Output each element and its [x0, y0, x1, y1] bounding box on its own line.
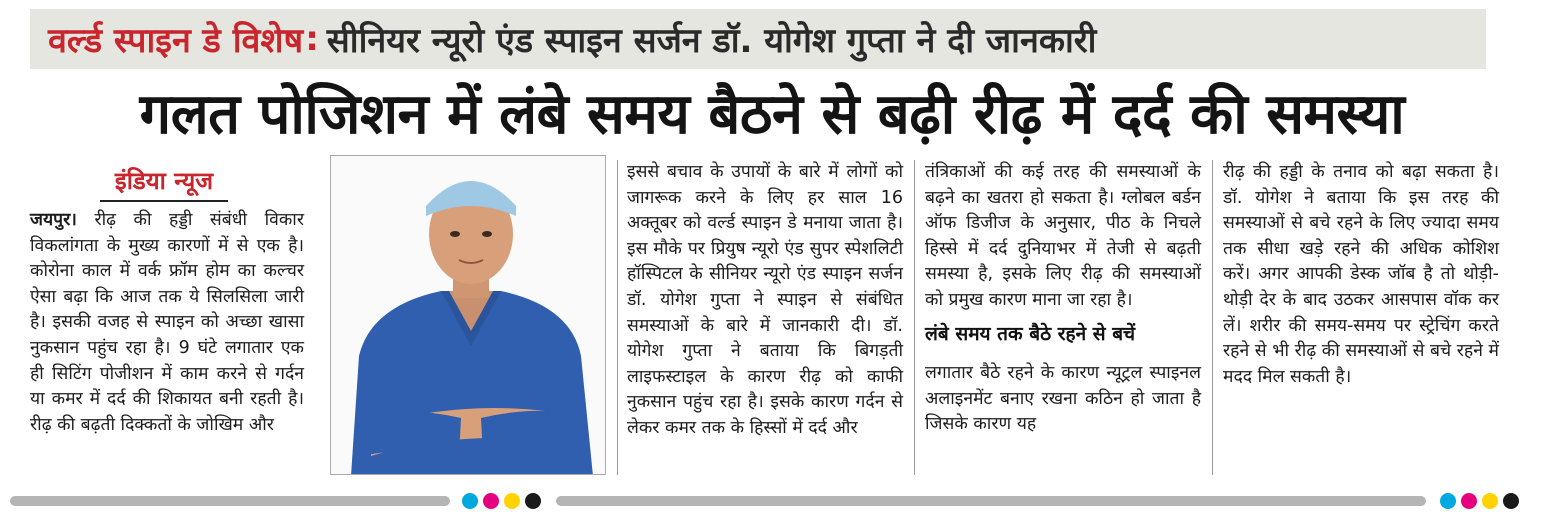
- registration-dot-cyan: [1440, 493, 1456, 509]
- dateline: जयपुर।: [30, 210, 77, 230]
- article-text-col3a: तंत्रिकाओं की कई तरह की समस्याओं के बढ़ने का खतरा हो सकता है। ग्लोबल बर्डन ऑफ डिजीज के अनुसार, पीठ के निचले हिस्से में दर्द दुनियाभर में तेजी से बढ़ती समस्या है, इसके लिए रीढ़ की समस्याओं को प्रमुख कारण माना जा रहा है।: [925, 162, 1201, 310]
- article-text-col1: रीढ़ की हड्डी संबंधी विकार विकलांगता के मुख्य कारणों में से एक है। कोरोना काल में वर्क फ्रॉम होम का कल्चर ऐसा बढ़ा कि आज तक ये सिलसिला जारी है। इसकी वजह से स्पाइन को अच्छा खासा नुकसान पहुंच रहा है। 9 घंटे लगातार एक ही सिटिंग पोजीशन में काम करने से गर्दन या कमर में दर्द की शिकायत बनी रहती है। रीढ़ की बढ़ती दिक्कतों के जोखिम और: [30, 210, 304, 435]
- registration-dot-black: [525, 493, 541, 509]
- article-text-col4: रीढ़ की हड्डी के तनाव को बढ़ा सकता है। डॉ. योगेश ने बताया कि इस तरह की समस्याओं से बचे रहने के लिए ज्यादा समय तक सीधा खड़े रहने की अधिक कोशिश करें। अगर आपकी डेस्क जॉब है तो थोड़ी-थोड़ी देर के बाद उठकर आसपास वॉक कर लें। शरीर की समय-समय पर स्ट्रेचिंग करते रहने से भी रीढ़ की समस्याओं से बचे रहने में मदद मिल सकती है।: [1223, 162, 1499, 387]
- article-column-1: [30, 208, 304, 438]
- doctor-portrait-illustration: [331, 156, 606, 475]
- article-column-4: [1223, 160, 1499, 390]
- registration-dot-black: [1503, 493, 1519, 509]
- doctor-photo: [330, 155, 606, 475]
- registration-dot-yellow: [504, 493, 520, 509]
- column-divider: [1212, 160, 1213, 475]
- kicker-text: सीनियर न्यूरो एंड स्पाइन सर्जन डॉ. योगेश गुप्ता ने दी जानकारी: [326, 21, 1097, 61]
- byline: इंडिया न्यूज: [100, 162, 228, 202]
- print-margin-bar: [10, 496, 450, 506]
- article-column-3: [925, 160, 1201, 438]
- subheading: लंबे समय तक बैठे रहने से बचें: [925, 322, 1136, 345]
- headline: गलत पोजिशन में लंबे समय बैठने से बढ़ी रीढ़ में दर्द की समस्या: [139, 82, 1405, 147]
- registration-dot-cyan: [462, 493, 478, 509]
- kicker-separator: :: [305, 19, 319, 59]
- column-divider: [617, 160, 618, 475]
- kicker-banner: [30, 9, 1486, 69]
- article-text-col3b: लगातार बैठे रहने के कारण न्यूट्रल स्पाइनल अलाइनमेंट बनाए रखना कठिन हो जाता है जिसके कारण यह: [925, 363, 1201, 435]
- print-margin-bar: [556, 496, 1426, 506]
- article-paragraph: [30, 208, 304, 438]
- article-text-col2: इससे बचाव के उपायों के बारे में लोगों को जागरूक करने के लिए हर साल 16 अक्तूबर को वर्ल्ड स्पाइन डे मनाया जाता है। इस मौके पर प्रियुष न्यूरो एंड सुपर स्पेशलिटी हॉस्पिटल के सीनियर न्यूरो एंड स्पाइन सर्जन डॉ. योगेश गुप्ता ने स्पाइन से संबंधित समस्याओं के बारे में जानकारी दी। डॉ. योगेश गुप्ता ने बताया कि बिगड़ती लाइफस्टाइल के कारण रीढ़ को काफी नुकसान पहुंच रहा है। इसके कारण गर्दन से लेकर कमर तक के हिस्सों में दर्द और: [627, 162, 903, 438]
- registration-dot-magenta: [1461, 493, 1477, 509]
- kicker-highlight: वर्ल्ड स्पाइन डे विशेष: [48, 21, 304, 61]
- registration-dot-yellow: [1482, 493, 1498, 509]
- column-divider: [914, 160, 915, 475]
- article-column-2: [627, 160, 903, 442]
- registration-dot-magenta: [483, 493, 499, 509]
